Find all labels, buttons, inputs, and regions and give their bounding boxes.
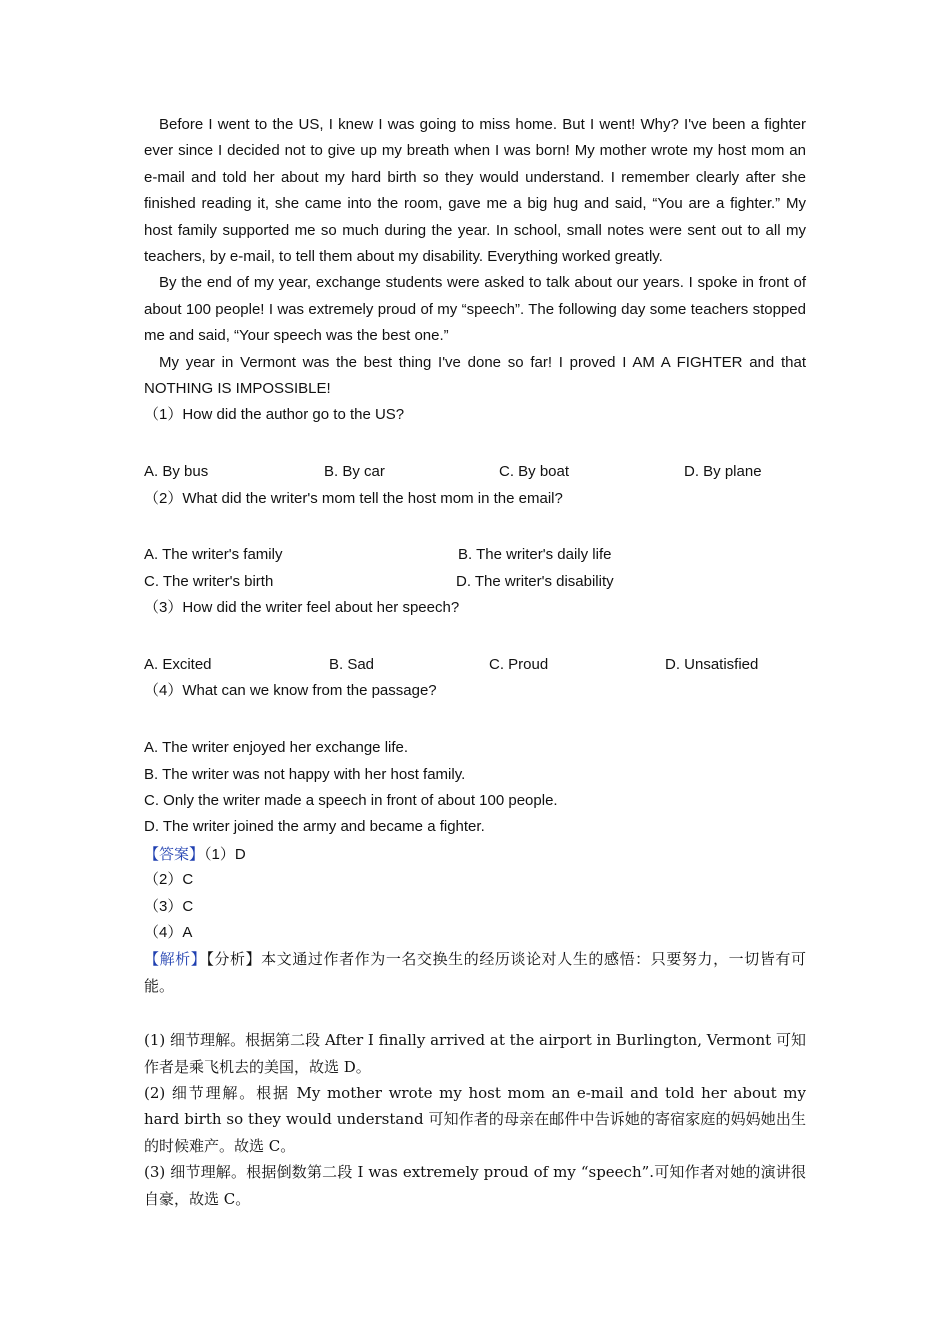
analysis-point-2: (2) 细节理解。根据 My mother wrote my host mom an e-mail and told her about my hard birth so they would understand 可知作者的母亲在邮件中告诉她的寄宿家庭的妈妈她出生的时候难产。故选 C。 [144, 1083, 806, 1155]
analysis-intro-text: 【分析】本文通过作者作为一名交换生的经历谈论对人生的感悟：只要努力，一切皆有可能。 [144, 950, 806, 995]
question-2-option-d: D. The writer's disability [456, 572, 614, 590]
answer-item-1: （1）D [204, 845, 246, 863]
question-1-option-c: C. By boat [499, 463, 570, 481]
question-1-option-d: D. By plane [684, 463, 762, 481]
passage-paragraph-1: Before I went to the US, I knew I was going to miss home. But I went! Why? I've been a fighter ever since I decided not to give up my breath when I was born! My mother wrote my host mom an e-mail and told her about my hard birth so they would understand. I remember clearly after she finished reading it, she came into the room, gave me a big hug and said, “You are a fighter.” My host family supported me so much during the year. In school, small notes were sent out to all my teachers, by e-mail, to tell them about my disability. Everything worked greatly. [144, 116, 806, 266]
question-4-option-b: B. The writer was not happy with her host family. [144, 765, 466, 783]
question-1-option-a: A. By bus [144, 463, 209, 481]
question-3-stem: （3）How did the writer feel about her speech? [144, 599, 460, 617]
answer-item-3: （3）C [144, 897, 194, 915]
question-3-option-c: C. Proud [489, 655, 549, 673]
analysis-label: 【解析】 [144, 950, 207, 969]
answer-label: 【答案】 [144, 844, 205, 863]
question-3-option-d: D. Unsatisfied [665, 655, 759, 673]
answer-item-2: （2）C [144, 871, 194, 889]
question-2-options-row-2 [144, 569, 806, 595]
answer-item-4: （4）A [144, 923, 193, 941]
analysis-point-1: (1) 细节理解。根据第二段 After I finally arrived at the airport in Burlington, Vermont 可知作者是乘飞机去的美国，故选 D。 [144, 1031, 806, 1076]
question-4-option-a: A. The writer enjoyed her exchange life. [144, 739, 409, 757]
question-4-stem: （4）What can we know from the passage? [144, 682, 437, 700]
question-2-option-a: A. The writer's family [144, 546, 283, 564]
question-3-option-b: B. Sad [329, 655, 375, 673]
question-4-option-d: D. The writer joined the army and became a fighter. [144, 818, 485, 836]
question-2-option-b: B. The writer's daily life [458, 546, 612, 564]
passage-paragraph-2: By the end of my year, exchange students were asked to talk about our years. I spoke in front of about 100 people! I was extremely proud of my “speech”. The following day some teachers stopped me and said, “Your speech was the best one.” [144, 274, 806, 345]
analysis-intro [144, 946, 806, 999]
passage-paragraph-3: My year in Vermont was the best thing I've done so far! I proved I AM A FIGHTER and that NOTHING IS IMPOSSIBLE! [144, 353, 806, 398]
question-2-option-c: C. The writer's birth [144, 572, 274, 590]
question-1-options [144, 459, 806, 485]
question-3-options [144, 652, 806, 678]
question-2-stem: （2）What did the writer's mom tell the host mom in the email? [144, 489, 563, 507]
answer-line-1 [144, 841, 806, 867]
analysis-point-3: (3) 细节理解。根据倒数第二段 I was extremely proud of my “speech”.可知作者对她的演讲很自豪，故选 C。 [144, 1163, 806, 1208]
question-1-stem: （1）How did the author go to the US? [144, 406, 405, 424]
document-content [144, 112, 806, 1212]
question-1-option-b: B. By car [324, 463, 385, 481]
question-2-options-row-1 [144, 542, 806, 568]
question-4-option-c: C. Only the writer made a speech in front of about 100 people. [144, 791, 558, 809]
question-3-option-a: A. Excited [144, 655, 212, 673]
